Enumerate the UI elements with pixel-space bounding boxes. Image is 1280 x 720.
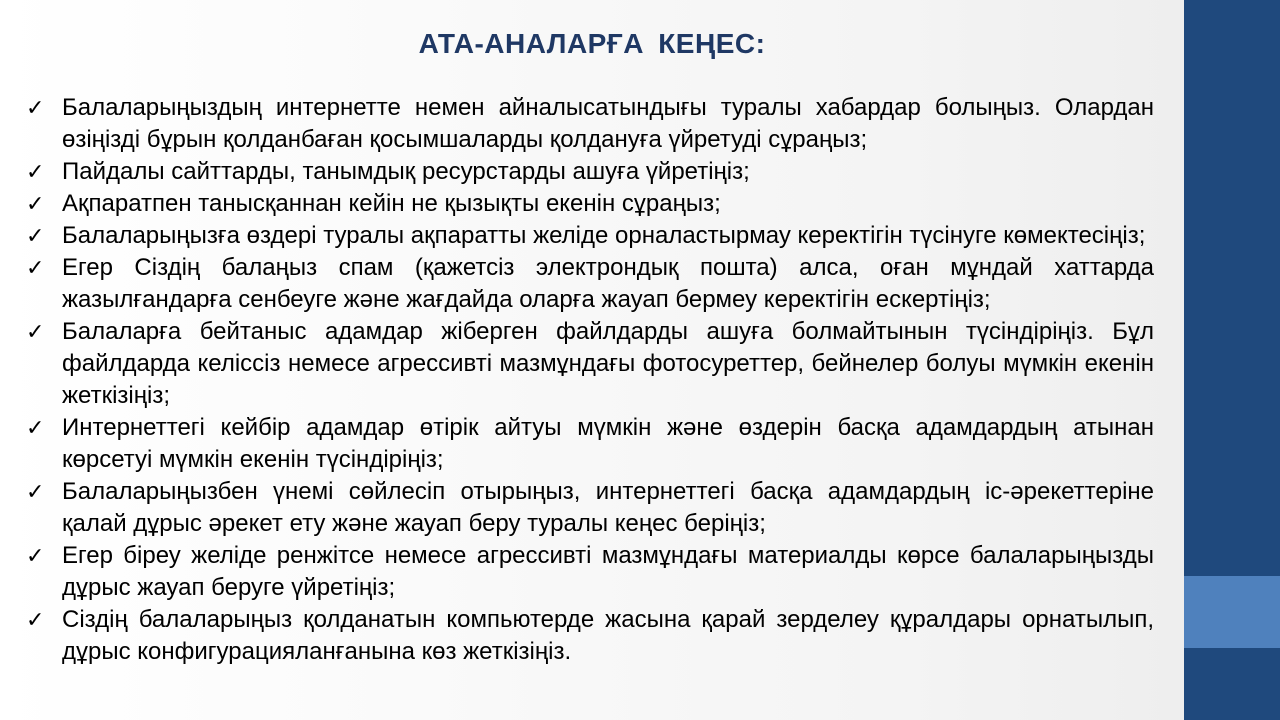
checkmark-icon: ✓	[26, 415, 45, 440]
checkmark-icon: ✓	[26, 159, 45, 184]
tip-item	[22, 156, 1154, 188]
slide-title: АТА-АНАЛАРҒА КЕҢЕС:	[418, 28, 766, 59]
checkmark-icon: ✓	[26, 95, 45, 120]
tip-item	[22, 316, 1154, 412]
tip-text: Интернеттегі кейбір адамдар өтірік айтуы мүмкін және өздерін басқа адамдардың атынан көрсетуі мүмкін екенін түсіндіріңіз;	[62, 414, 1154, 473]
tip-text: Пайдалы сайттарды, танымдық ресурстарды ашуға үйретіңіз;	[62, 158, 750, 185]
checkmark-icon: ✓	[26, 191, 45, 216]
checkmark-icon: ✓	[26, 255, 45, 280]
tip-text: Ақпаратпен танысқаннан кейін не қызықты екенін сұраңыз;	[62, 190, 721, 217]
checkmark-icon: ✓	[26, 543, 45, 568]
tip-item	[22, 220, 1154, 252]
tip-item	[22, 412, 1154, 476]
tip-text: Балаларыңызға өздері туралы ақпаратты желіде орналастырмау керектігін түсінуге көмектесіңіз;	[62, 222, 1146, 249]
tips-list	[22, 92, 1154, 668]
checkmark-icon: ✓	[26, 607, 45, 632]
tip-item	[22, 476, 1154, 540]
decorative-sidebar-accent	[1184, 576, 1280, 648]
checkmark-icon: ✓	[26, 479, 45, 504]
tip-item	[22, 540, 1154, 604]
checkmark-icon: ✓	[26, 223, 45, 248]
tip-item	[22, 188, 1154, 220]
tip-text: Балаларыңызбен үнемі сөйлесіп отырыңыз, интернеттегі басқа адамдардың іс-әрекеттеріне қалай дұрыс әрекет ету және жауап беру туралы кеңес беріңіз;	[62, 478, 1154, 537]
checkmark-icon: ✓	[26, 319, 45, 344]
tip-item	[22, 252, 1154, 316]
tip-text: Егер Сіздің балаңыз спам (қажетсіз электрондық пошта) алса, оған мұндай хаттарда жазылғандарға сенбеуге және жағдайда оларға жауап бермеу керектігін ескертіңіз;	[62, 254, 1154, 313]
tip-text: Егер біреу желіде ренжітсе немесе агрессивті мазмұндағы материалды көрсе балаларыңызды дұрыс жауап беруге үйретіңіз;	[62, 542, 1154, 601]
tip-text: Сіздің балаларыңыз қолданатын компьютерде жасына қарай зерделеу құралдары орнатылып, дұрыс конфигурацияланғанына көз жеткізіңіз.	[62, 606, 1154, 665]
tip-item	[22, 604, 1154, 668]
tip-text: Балаларға бейтаныс адамдар жіберген файлдарды ашуға болмайтынын түсіндіріңіз. Бұл файлдарда келіссіз немесе агрессивті мазмұндағы фотосуреттер, бейнелер болуы мүмкін екенін жеткізіңіз;	[62, 318, 1154, 409]
tip-text: Балаларыңыздың интернетте немен айналысатындығы туралы хабардар болыңыз. Олардан өзіңізді бұрын қолданбаған қосымшаларды қолдануға үйретуді сұраңыз;	[62, 94, 1154, 153]
tip-item	[22, 92, 1154, 156]
